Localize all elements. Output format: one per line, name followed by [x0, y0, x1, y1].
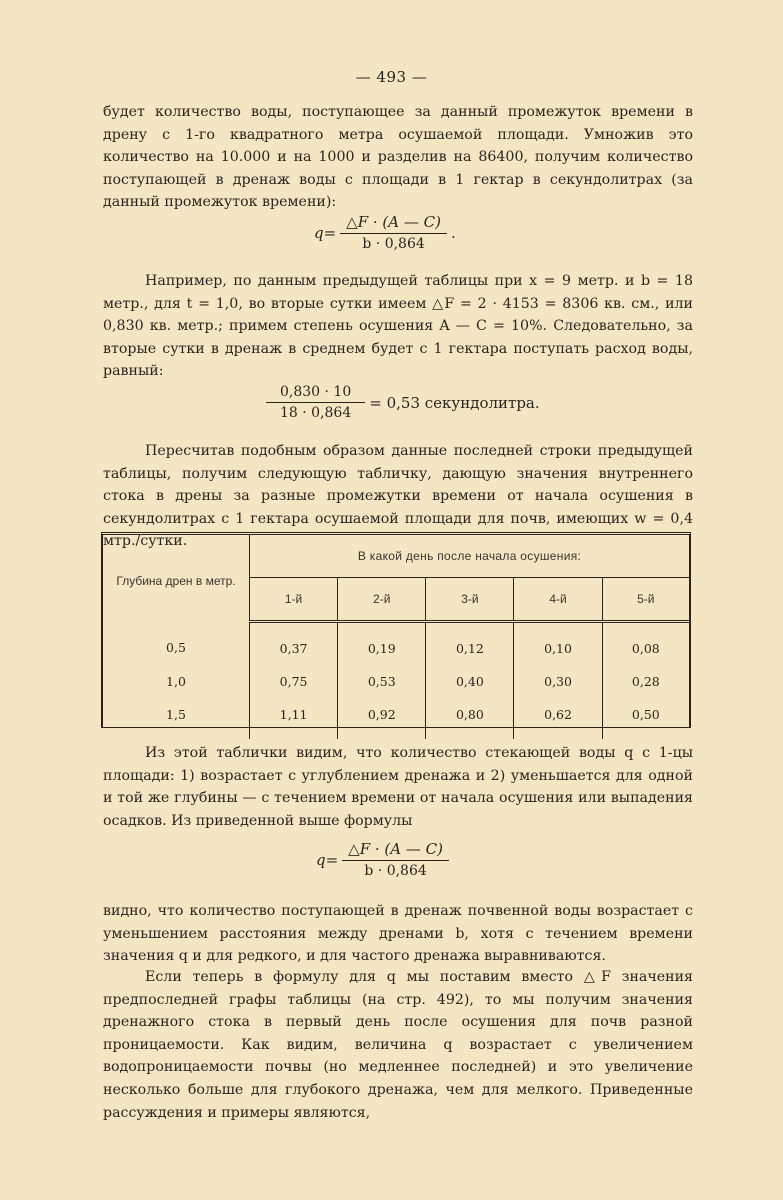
depth-cell: 0,5	[103, 622, 250, 667]
formula-3-lhs: q=	[316, 850, 339, 869]
formula-2-fraction	[266, 384, 365, 421]
formula-3-fraction	[342, 840, 449, 879]
value-cell: 0,30	[514, 666, 602, 696]
day-header: 1-й	[250, 578, 338, 622]
formula-2-denominator: 18 · 0,864	[280, 405, 352, 421]
depth-cell: 1,5	[103, 696, 250, 739]
depth-column-header: Глубина дрен в метр.	[103, 535, 250, 622]
value-cell: 0,12	[426, 622, 514, 667]
value-cell: 0,92	[338, 696, 426, 739]
value-cell: 0,53	[338, 666, 426, 696]
value-cell: 1,11	[250, 696, 338, 739]
formula-2-numerator: 0,830 · 10	[266, 384, 365, 403]
value-cell: 0,28	[602, 666, 689, 696]
value-cell: 0,10	[514, 622, 602, 667]
formula-3-numerator: △F · (A — C)	[342, 840, 449, 861]
day-header: 3-й	[426, 578, 514, 622]
formula-1-fraction	[340, 213, 447, 252]
table-row	[103, 622, 689, 667]
day-header: 4-й	[514, 578, 602, 622]
formula-3-denominator: b · 0,864	[364, 863, 427, 879]
paragraph-3: Пересчитав подобным образом данные последней строки предыдущей таблицы, получим следующую табличку, дающую значения внутреннего стока в дрены за разные промежутки времени от начала осушения в секундолитрах с 1 гектара осушаемой площади для почв, имеющих w = 0,4 мтр./сутки.	[103, 443, 693, 550]
formula-3	[316, 840, 453, 879]
page-number: — 493 —	[355, 68, 428, 86]
paragraph-2: Например, по данным предыдущей таблицы при x = 9 метр. и b = 18 метр., для t = 1,0, во вторые сутки имеем △F = 2 · 4153 = 8306 кв. см., или 0,830 кв. метр.; примем степень осушения A — C = 10%. Следовательно, за вторые сутки в дренаж в среднем будет с 1 гектара поступать расход воды, равный:	[103, 273, 693, 380]
formula-1	[314, 213, 456, 252]
value-cell: 0,75	[250, 666, 338, 696]
value-cell: 0,40	[426, 666, 514, 696]
value-cell: 0,19	[338, 622, 426, 667]
day-header: 5-й	[602, 578, 689, 622]
value-cell: 0,37	[250, 622, 338, 667]
value-cell: 0,80	[426, 696, 514, 739]
table-row	[103, 666, 689, 696]
value-cell: 0,50	[602, 696, 689, 739]
drainage-table	[101, 532, 691, 728]
paragraph-1: будет количество воды, поступающее за данный промежуток времени в дрену с 1-го квадратного метра осушаемой площади. Умножив это количество на 10.000 и на 1000 и разделив на 86400, получим количество поступающей в дренаж воды с площади в 1 гектар в секундолитрах (за данный промежуток времени):	[103, 104, 693, 211]
paragraph-4: Из этой таблички видим, что количество стекающей воды q с 1-цы площади: 1) возрастает с углублением дренажа и 2) уменьшается для одной и той же глубины — с течением времени от начала осушения или выпадения осадков. Из приведенной выше формулы	[103, 745, 693, 829]
value-cell: 0,08	[602, 622, 689, 667]
formula-2-result: = 0,53 секундолитра.	[369, 393, 540, 412]
day-header: 2-й	[338, 578, 426, 622]
paragraph-5: видно, что количество поступающей в дренаж почвенной воды возрастает с уменьшением расстояния между дренами b, хотя с течением времени значения q и для редкого, и для частого дренажа выравниваются.	[103, 903, 693, 965]
formula-1-tail: .	[450, 223, 456, 242]
formula-1-denominator: b · 0,864	[362, 236, 425, 252]
formula-1-lhs: q=	[314, 223, 337, 242]
formula-2	[262, 384, 540, 421]
formula-1-numerator: △F · (A — C)	[340, 213, 447, 234]
table-row	[103, 696, 689, 739]
value-cell: 0,62	[514, 696, 602, 739]
paragraph-6: Если теперь в формулу для q мы поставим вместо △F значения предпоследней графы таблицы (на стр. 492), то мы получим значения дренажного стока в первый день после осушения для почв разной проницаемости. Как видим, величина q возрастает с увеличением водопроницаемости почвы (но медленнее последней) и это увеличение несколько больше для глубокого дренажа, чем для мелкого. Приведенные рассуждения и примеры являются,	[103, 969, 693, 1121]
days-span-header: В какой день после начала осушения:	[250, 535, 690, 578]
depth-cell: 1,0	[103, 666, 250, 696]
